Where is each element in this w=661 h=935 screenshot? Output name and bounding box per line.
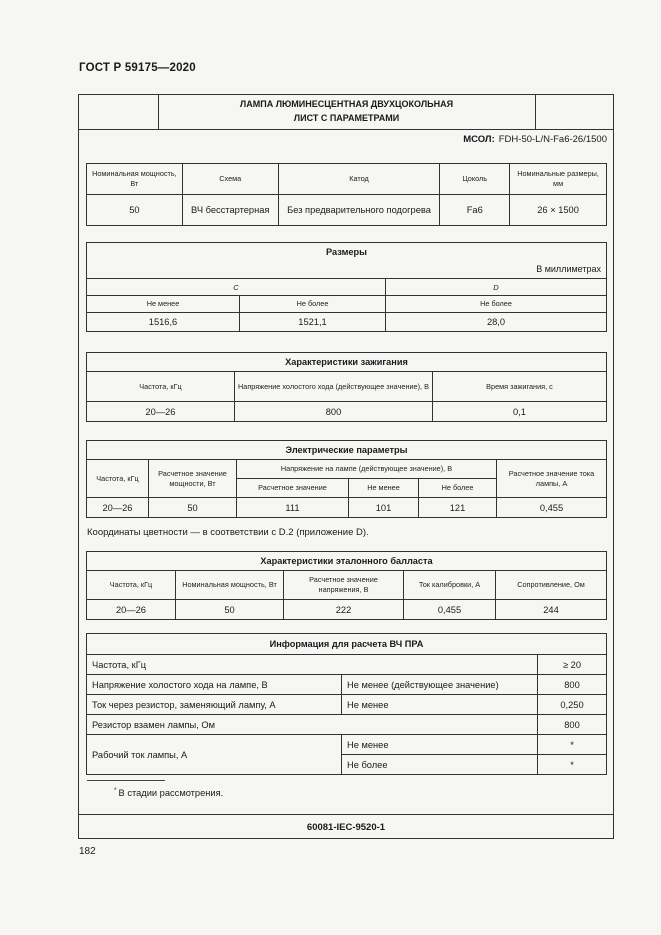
dim-c-max: 1521,1	[240, 313, 386, 332]
hf-row-current-label: Ток через резистор, заменяющий лампу, А	[87, 695, 342, 715]
dimensions-caption: Размеры	[87, 243, 607, 261]
electrical-table	[86, 440, 607, 518]
hf-row-lamp-current-value-max: *	[538, 755, 607, 775]
header-dimensions: Номинальные размеры, мм	[510, 164, 607, 195]
hf-row-resistor-label: Резистор взамен лампы, Ом	[87, 715, 538, 735]
footnote-divider	[87, 780, 165, 781]
dim-c-header: C	[87, 279, 386, 296]
electrical-voltage-calc: 111	[237, 498, 349, 518]
electrical-header-max: Не более	[419, 479, 497, 498]
dim-c-min-label: Не менее	[87, 296, 240, 313]
dim-d-max-label: Не более	[386, 296, 607, 313]
hf-ballast-table	[86, 633, 607, 775]
ballast-header-voltage: Расчетное значение напряжения, В	[284, 571, 404, 600]
hf-row-voltage-value: 800	[538, 675, 607, 695]
hf-row-voltage-label: Напряжение холостого хода на лампе, В	[87, 675, 342, 695]
electrical-header-frequency: Частота, кГц	[87, 460, 149, 498]
dim-c-max-label: Не более	[240, 296, 386, 313]
ignition-caption: Характеристики зажигания	[87, 353, 607, 372]
electrical-header-current: Расчетное значение тока лампы, А	[497, 460, 607, 498]
dim-d-max: 28,0	[386, 313, 607, 332]
header-base: Цоколь	[440, 164, 510, 195]
footer-divider	[78, 814, 614, 815]
header-power: Номинальная мощность, Вт	[87, 164, 183, 195]
electrical-header-power: Расчетное значение мощности, Вт	[149, 460, 237, 498]
ballast-caption: Характеристики эталонного балласта	[87, 552, 607, 571]
mcol-code: МСОЛ: FDH-50-L/N-Fa6-26/1500	[463, 134, 607, 145]
electrical-caption: Электрические параметры	[87, 441, 607, 460]
ballast-frequency: 20—26	[87, 600, 176, 620]
value-power: 50	[87, 195, 183, 226]
hf-row-frequency-label: Частота, кГц	[87, 655, 538, 675]
ballast-header-resistance: Сопротивление, Ом	[496, 571, 607, 600]
sheet-subtitle: ЛИСТ С ПАРАМЕТРАМИ	[293, 113, 400, 123]
header-cathode: Катод	[278, 164, 440, 195]
ballast-header-calibration: Ток калибровки, А	[404, 571, 496, 600]
hf-caption: Информация для расчета ВЧ ПРА	[87, 634, 607, 655]
ignition-frequency: 20—26	[87, 402, 235, 422]
hf-row-lamp-current-cond-max: Не более	[342, 755, 538, 775]
ballast-resistance: 244	[496, 600, 607, 620]
electrical-header-calc: Расчетное значение	[237, 479, 349, 498]
dim-c-min: 1516,6	[87, 313, 240, 332]
hf-row-current-value: 0,250	[538, 695, 607, 715]
value-dimensions: 26 × 1500	[510, 195, 607, 226]
electrical-header-min: Не менее	[349, 479, 419, 498]
electrical-voltage-max: 121	[419, 498, 497, 518]
ballast-header-frequency: Частота, кГц	[87, 571, 176, 600]
hf-row-resistor-value: 800	[538, 715, 607, 735]
dimensions-table	[86, 242, 607, 332]
page-number: 182	[79, 846, 96, 857]
ignition-header-time: Время зажигания, с	[433, 372, 607, 402]
value-base: Fa6	[440, 195, 510, 226]
hf-row-current-cond: Не менее	[342, 695, 538, 715]
sheet-title: ЛАМПА ЛЮМИНЕСЦЕНТНАЯ ДВУХЦОКОЛЬНАЯ	[239, 99, 454, 109]
ignition-header-frequency: Частота, кГц	[87, 372, 235, 402]
electrical-frequency: 20—26	[87, 498, 149, 518]
hf-row-lamp-current-value-min: *	[538, 735, 607, 755]
value-cathode: Без предварительного подогрева	[278, 195, 440, 226]
hf-row-lamp-current-cond-min: Не менее	[342, 735, 538, 755]
dim-d-header: D	[386, 279, 607, 296]
dimensions-units: В миллиметрах	[87, 261, 607, 279]
electrical-current: 0,455	[497, 498, 607, 518]
hf-row-frequency-value: ≥ 20	[538, 655, 607, 675]
hf-row-voltage-cond: Не менее (действующее значение)	[342, 675, 538, 695]
value-scheme: ВЧ бесстартерная	[182, 195, 278, 226]
ignition-table	[86, 352, 607, 422]
standard-number: ГОСТ Р 59175—2020	[79, 62, 196, 74]
header-scheme: Схема	[182, 164, 278, 195]
ballast-header-power: Номинальная мощность, Вт	[176, 571, 284, 600]
title-box	[78, 94, 614, 130]
sheet-number: 60081-IEC-9520-1	[306, 822, 386, 833]
footnote: * В стадии рассмотрения.	[114, 787, 224, 798]
ignition-time: 0,1	[433, 402, 607, 422]
ballast-power: 50	[176, 600, 284, 620]
electrical-voltage-min: 101	[349, 498, 419, 518]
electrical-power: 50	[149, 498, 237, 518]
ballast-voltage: 222	[284, 600, 404, 620]
electrical-header-voltage: Напряжение на лампе (действующее значение), В	[237, 460, 497, 479]
chromaticity-note: Координаты цветности — в соответствии с D.2 (приложение D).	[87, 527, 369, 538]
ignition-header-voltage: Напряжение холостого хода (действующее значение), В	[235, 372, 433, 402]
main-parameters-table	[86, 163, 607, 226]
ballast-calibration: 0,455	[404, 600, 496, 620]
hf-row-lamp-current-label: Рабочий ток лампы, А	[87, 735, 342, 775]
ignition-voltage: 800	[235, 402, 433, 422]
ballast-table	[86, 551, 607, 620]
